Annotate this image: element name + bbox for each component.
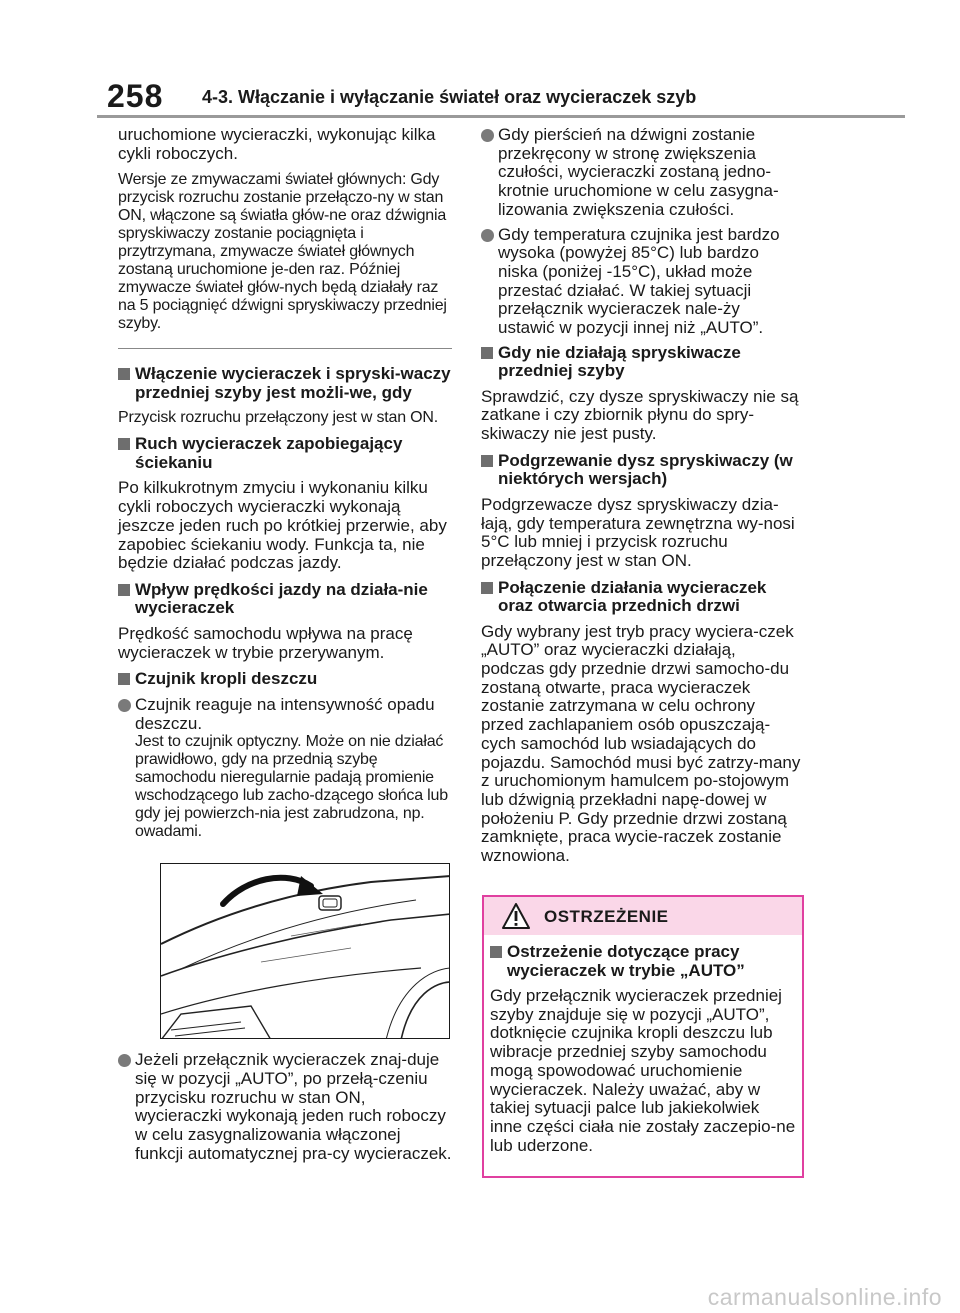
rain-sensor-unit <box>319 896 341 910</box>
paragraph: Podgrzewacze dysz spryskiwaczy dzia-łają, gdy temperatura zewnętrzna wy-nosi 5°C lub mniej i przycisk rozruchu przełączony jest w stan ON. <box>481 494 795 570</box>
square-bullet-icon <box>118 368 130 380</box>
right-column <box>481 126 801 874</box>
page-header <box>97 70 905 120</box>
heading-text: Wpływ prędkości jazdy na działa-nie wycieraczek <box>135 579 428 618</box>
heading-text: Gdy nie działają spryskiwacze przedniej szyby <box>498 342 741 381</box>
heading-text: Ostrzeżenie dotyczące pracy wycieraczek w trybie „AUTO” <box>507 942 745 980</box>
circle-bullet-icon <box>481 229 494 242</box>
paragraph-headlamp-washers: Wersje ze zmywaczami świateł głównych: Gdy przycisk rozruchu zostanie przełączo-ny w stan ON, włączone są światła głów-ne oraz dźwignia spryskiwaczy zostanie pociągnięta i przytrzymana, zmywacze świateł głównych zostaną uruchomione je-den raz. Później zmywacze świateł głów-nych będą działały raz na 5 pociągnięć dźwigni spryskiwaczy przedniej szyby. <box>118 171 447 333</box>
square-bullet-icon <box>481 455 493 467</box>
warning-heading <box>490 943 796 980</box>
bullet-text: Jeżeli przełącznik wycieraczek znaj-duje się w pozycji „AUTO”, po przełą-czeniu przycisku rozruchu w stan ON, wycieraczki wykonają jeden ruch roboczy w celu zasygnalizowania włączonej funkcji automatycznej pra-cy wycieraczek. <box>135 1050 452 1163</box>
heading-text: Ruch wycieraczek zapobiegający ściekaniu <box>135 434 403 472</box>
circle-bullet-icon <box>481 129 494 142</box>
square-bullet-icon <box>490 946 502 958</box>
bullet-item <box>118 696 452 841</box>
warning-box <box>482 895 804 1178</box>
warning-title: OSTRZEŻENIE <box>544 907 669 926</box>
bullet-item <box>118 1051 452 1163</box>
paragraph: Po kilkukrotnym zmyciu i wykonaniu kilku cykli roboczych wycieraczki wykonają jeszcze jeden ruch po krótkiej przerwie, aby zapobiec ściekaniu wody. Funkcja ta, nie będzie działać podczas jazdy. <box>118 478 447 573</box>
heading-door-link <box>481 579 801 616</box>
heading-washers-not-working <box>481 344 801 381</box>
heading-wipers-enabled <box>118 365 452 402</box>
heading-speed-effect <box>118 581 452 618</box>
bullet-text: Gdy pierścień na dźwigni zostanie przekręcony w stronę zwiększenia czułości, wycieraczki zostaną jedno-krotnie uruchomione w celu zasygna-lizowania zwiększenia czułości. <box>498 125 779 219</box>
square-bullet-icon <box>118 584 130 596</box>
bullet-text: Gdy temperatura czujnika jest bardzo wysoka (powyżej 85°C) lub bardzo niska (poniżej -15°C), układ może przestać działać. W takiej sytuacji przełącznik wycieraczek nale-ży ustawić w pozycji innej niż „AUTO”. <box>498 224 780 338</box>
page-number: 258 <box>107 78 164 114</box>
heading-text: Podgrzewanie dysz spryskiwaczy (w niektórych wersjach) <box>498 450 793 489</box>
heading-text: Czujnik kropli deszczu <box>135 669 318 689</box>
bullet-item <box>481 226 801 338</box>
car-windshield-drawing <box>161 864 450 1039</box>
bullet-item <box>481 126 801 220</box>
circle-bullet-icon <box>118 1054 131 1067</box>
section-title: 4-3. Włączanie i wyłączanie świateł oraz wycieraczek szyb <box>202 87 697 107</box>
paragraph: uruchomione wycieraczki, wykonując kilka cykli roboczych. <box>118 125 436 163</box>
left-column <box>118 126 452 1169</box>
square-bullet-icon <box>118 673 130 685</box>
heading-nozzle-heating <box>481 452 801 489</box>
square-bullet-icon <box>118 438 130 450</box>
square-bullet-icon <box>481 582 493 594</box>
paragraph: Przycisk rozruchu przełączony jest w stan ON. <box>118 409 438 427</box>
paragraph: Gdy wybrany jest tryb pracy wyciera-czek „AUTO” oraz wycieraczki działają, podczas gdy przednie drzwi samocho-du zostaną otwarte, praca wycieraczek zostanie zatrzymana w celu ochrony przed zachlapaniem osób opuszczają-cych samochód lub wsiadających do pojazdu. Samochód musi być zatrzy-many z uruchomionym hamulcem po-stojowym lub dźwignią przekładni napę-dowej w położeniu P. Gdy przednie drzwi zostaną zamknięte, praca wycie-raczek zostanie wznowiona. <box>481 621 801 866</box>
warning-text: Gdy przełącznik wycieraczek przedniej szyby znajduje się w pozycji „AUTO”, dotknięcie czujnika kropli deszczu lub wibracje przedniej szyby samochodu mogą spowodować uruchomienie wycieraczek. Należy uważać, aby w takiej sytuacji palce lub jakiekolwiek inne części ciała nie zostały zaczepio-ne lub uderzone. <box>490 986 796 1155</box>
heading-text: Połączenie działania wycieraczek oraz otwarcia przednich drzwi <box>498 577 767 616</box>
warning-header <box>484 897 802 935</box>
warning-triangle-icon <box>502 903 530 929</box>
circle-bullet-icon <box>118 699 131 712</box>
header-rule <box>97 115 905 118</box>
watermark: carmanualsonline.info <box>707 1284 942 1310</box>
arrow-icon <box>297 876 323 896</box>
paragraph: Prędkość samochodu wpływa na pracę wycieraczek w trybie przerywanym. <box>118 623 413 662</box>
paragraph: Sprawdzić, czy dysze spryskiwaczy nie są zatkane i czy zbiornik płynu do spry-skiwaczy nie jest pusty. <box>481 386 799 444</box>
heading-text: Włączenie wycieraczek i spryski-waczy przedniej szyby jest możli-we, gdy <box>135 364 451 402</box>
heading-rain-sensor <box>118 670 452 689</box>
divider <box>118 348 452 349</box>
rain-sensor-illustration <box>160 863 450 1039</box>
warning-body <box>490 943 796 1163</box>
square-bullet-icon <box>481 347 493 359</box>
bullet-text: Czujnik reaguje na intensywność opadu deszczu. <box>135 694 435 733</box>
bullet-subtext: Jest to czujnik optyczny. Może on nie działać prawidłowo, gdy na przednią szybę samochodu nieregularnie padają promienie wschodzącego lub zacho-dzącego słońca lub gdy jej powierzch-nia jest zabrudzona, np. owadami. <box>135 733 448 841</box>
heading-anti-drip <box>118 435 452 472</box>
